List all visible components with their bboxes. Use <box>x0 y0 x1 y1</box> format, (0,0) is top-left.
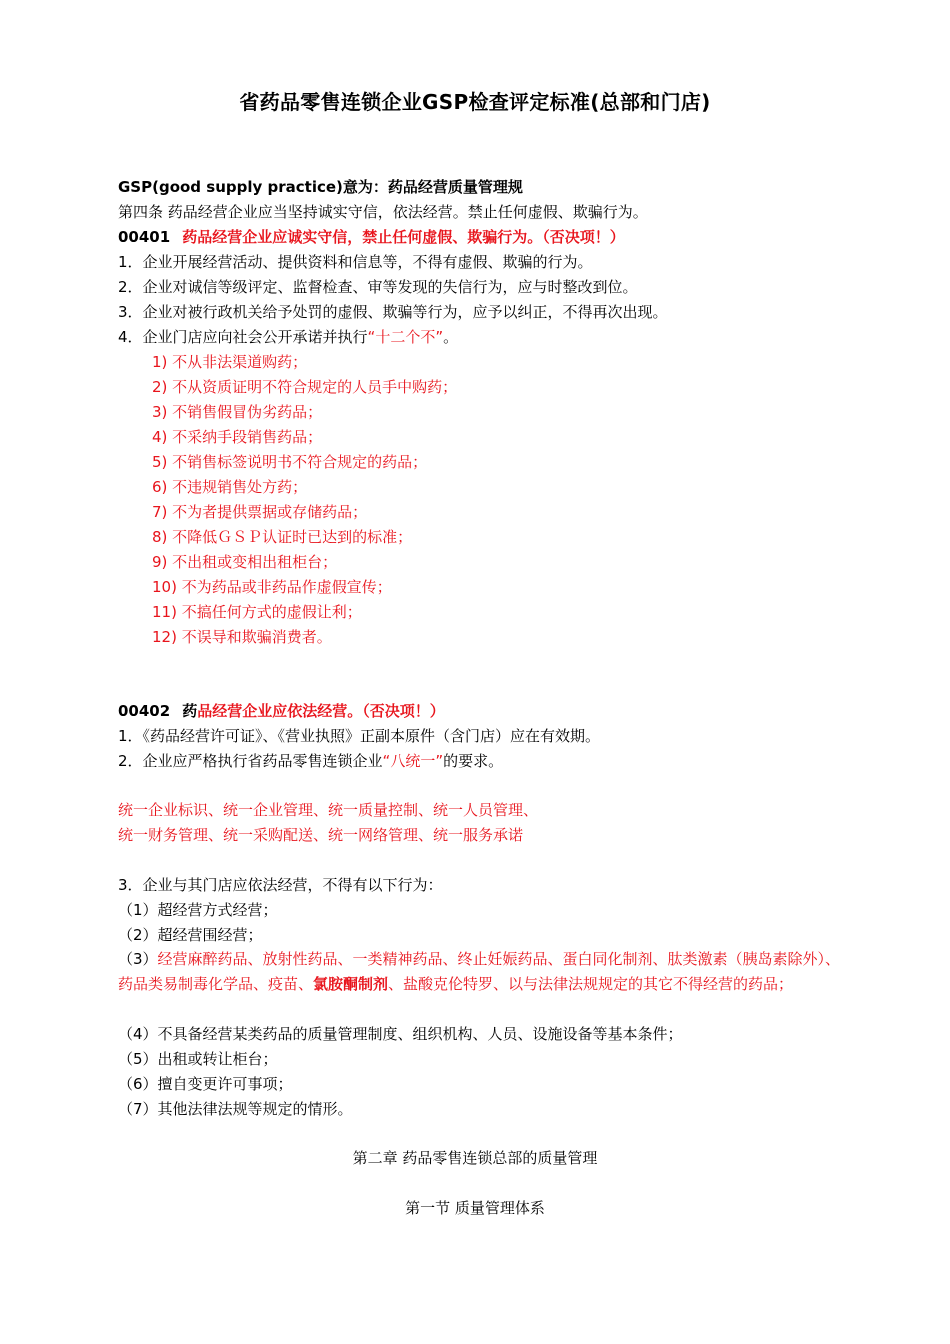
twelve-nos-item: 6) 不违规销售处方药； <box>152 478 308 496</box>
point-2-suffix: 的要求。 <box>443 752 504 770</box>
restricted-drugs-text-cont: 、盐酸克伦特罗、以与法律法规规定的其它不得经营的药品； <box>388 975 794 993</box>
prohibited-act: （5）出租或转让柜台； <box>118 1050 278 1068</box>
eight-unities-label: “八统一” <box>382 752 444 770</box>
item-00402-first-char: 药 <box>182 702 198 720</box>
twelve-nos-item: 10) 不为药品或非药品作虚假宣传； <box>152 578 392 596</box>
twelve-nos-item: 9) 不出租或变相出租柜台； <box>152 553 338 571</box>
twelve-nos-item: 7) 不为者提供票据或存储药品； <box>152 503 368 521</box>
item-00401-heading <box>118 225 848 250</box>
prohibited-act: （7）其他法律法规等规定的情形。 <box>118 1100 353 1118</box>
twelve-nos-item: 2) 不从资质证明不符合规定的人员手中购药； <box>152 378 458 396</box>
item-00402-heading <box>118 699 848 724</box>
article-4: 第四条 药品经营企业应当坚持诚实守信，依法经营。禁止任何虚假、欺骗行为。 <box>118 203 648 221</box>
twelve-nos-item: 5) 不销售标签说明书不符合规定的药品； <box>152 453 428 471</box>
gsp-definition: GSP(good supply practice)意为：药品经营质量管理规 <box>118 178 523 196</box>
prohibited-act: （6）擅自变更许可事项； <box>118 1075 293 1093</box>
twelve-nos-label: “十二个不” <box>367 328 444 346</box>
twelve-nos-item: 11) 不搞任何方式的虚假让利； <box>152 603 362 621</box>
twelve-nos-item: 4) 不采纳手段销售药品； <box>152 428 323 446</box>
twelve-nos-item: 1) 不从非法渠道购药； <box>152 353 308 371</box>
item-00401-text: 药品经营企业应诚实守信，禁止任何虚假、欺骗行为。（否决项！） <box>182 228 625 246</box>
item-00401-point-1: 1．企业开展经营活动、提供资料和信息等，不得有虚假、欺骗的行为。 <box>118 253 593 271</box>
prohibited-act: （4）不具备经营某类药品的质量管理制度、组织机构、人员、设施设备等基本条件； <box>118 1025 683 1043</box>
item-00401-point-3: 3．企业对被行政机关给予处罚的虚假、欺骗等行为，应予以纠正，不得再次出现。 <box>118 303 668 321</box>
twelve-nos-item: 8) 不降低ＧＳＰ认证时已达到的标准； <box>152 528 413 546</box>
ketamine-preparations: 氯胺酮制剂 <box>313 975 389 993</box>
item-00401-point-2: 2．企业对诚信等级评定、监督检查、审等发现的失信行为，应与时整改到位。 <box>118 278 638 296</box>
eight-unities-line-2: 统一财务管理、统一采购配送、统一网络管理、统一服务承诺 <box>118 826 524 844</box>
point-2-prefix: 2．企业应严格执行省药品零售连锁企业 <box>118 752 383 770</box>
item-00401-point-4 <box>118 325 848 350</box>
item-code: 00402 <box>118 702 171 720</box>
chapter-heading: 第二章 药品零售连锁总部的质量管理 <box>352 1149 598 1167</box>
prohibited-act: （1）超经营方式经营； <box>118 901 278 919</box>
sub3-prefix: （3） <box>118 950 158 968</box>
prohibited-act: （2）超经营围经营； <box>118 926 263 944</box>
prohibited-act-restricted-drugs <box>118 947 848 997</box>
item-00402-point-3: 3．企业与其门店应依法经营，不得有以下行为： <box>118 876 443 894</box>
point-4-suffix: 。 <box>443 328 459 346</box>
item-code: 00401 <box>118 228 171 246</box>
page-title: 省药品零售连锁企业GSP检查评定标准(总部和门店) <box>239 90 711 114</box>
twelve-nos-item: 12) 不误导和欺骗消费者。 <box>152 628 332 646</box>
twelve-nos-item: 3) 不销售假冒伪劣药品； <box>152 403 323 421</box>
section-heading: 第一节 质量管理体系 <box>405 1199 545 1217</box>
restricted-drugs-text: 经营麻醉药品、放射性药品、一类精神药品、终止妊娠药品、蛋白同化制剂、肽类激素（胰岛素除外）、药品类易制毒化学品、疫苗、 <box>118 950 841 993</box>
point-4-prefix: 4．企业门店应向社会公开承诺并执行 <box>118 328 368 346</box>
item-00402-point-1: 1．《药品经营许可证》、《营业执照》正副本原件（含门店）应在有效期。 <box>118 727 601 745</box>
item-00402-text: 品经营企业应依法经营。（否决项！） <box>197 702 445 720</box>
item-00402-point-2 <box>118 749 848 774</box>
eight-unities-line-1: 统一企业标识、统一企业管理、统一质量控制、统一人员管理、 <box>118 801 539 819</box>
